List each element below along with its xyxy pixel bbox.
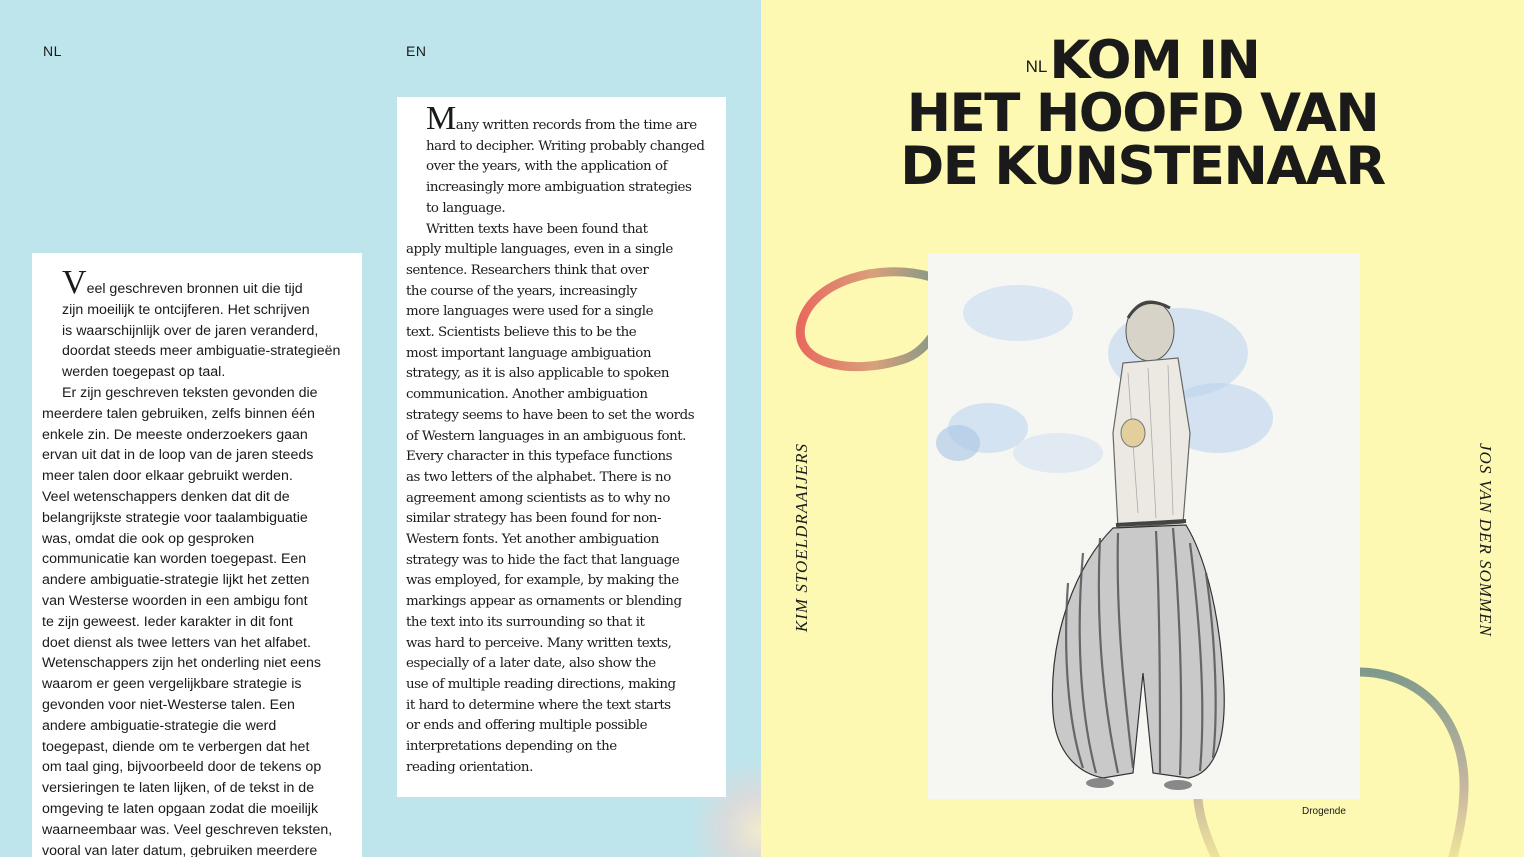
artist-name-right: JOS VAN DER SOMMEN bbox=[1476, 443, 1495, 637]
article-title bbox=[761, 30, 1524, 197]
nl-language-label: NL bbox=[43, 43, 62, 59]
nl-dropcap: V bbox=[62, 264, 87, 301]
en-paragraph-2-indent bbox=[406, 222, 426, 237]
nl-paragraph-2-text: Er zijn geschreven teksten gevonden die meerdere talen gebruiken, zelfs binnen één enkele zin. De meeste onderzoekers gaan ervan uit dat in de loop van de jaren steeds meer talen door elkaar gebruikt werden. Veel wetenschappers denken dat dit de belangrijkste strategie voor taalambiguatie was, omdat die ook op gesproken communicatie kan worden toegepast. Een andere ambiguatie-strategie lijkt het zetten van Westerse woorden in een ambigu font te zijn geweest. Ieder karakter in dit font doet dienst als twee letters van het alfabet. Wetenschappers zijn het onderling niet eens waarom er geen vergelijkbare strategie is gevonden voor niet-Westerse talen. Een andere ambiguatie-strategie die werd toegepast, diende om te verbergen dat het om taal ging, bijvoorbeeld door de tekens op versieringen te laten lijken, of de tekst in de omgeving te laten opgaan zodat die moeilijk waarneembaar was. Veel geschreven teksten, vooral van later datum, gebruiken meerdere bbox=[42, 384, 333, 857]
en-text-box bbox=[397, 97, 726, 797]
en-paragraph-2 bbox=[406, 220, 720, 779]
illustration-caption: Drogende bbox=[1302, 806, 1346, 817]
loop-left-shape bbox=[800, 272, 931, 367]
en-paragraph-2-text: Written texts have been found that apply multiple languages, even in a single sentence. Researchers think that over the course of the years, increasingly more languages were used for a single text. Scientists believe this to be the most important language ambiguation strategy, as it is also applicable to spoken communication. Another ambiguation strategy seems to have been to set the words of Western languages in an ambiguous font. Every character in this typeface functions as two letters of the alphabet. There is no agreement among scientists as to why no similar strategy has been found for non- Western fonts. Yet another ambiguation strategy was to hide the fact that language was employed, for example, by making the markings appear as ornaments or blending the text into its surrounding so that it was hard to perceive. Many written texts, especially of a later date, also show the use of multiple reading directions, making it hard to determine where the text starts or ends and offering multiple possible interpretations depending on the reading orientation. bbox=[406, 221, 695, 775]
title-line-3: DE KUNSTENAAR bbox=[900, 136, 1385, 197]
title-line-1-text: KOM IN bbox=[1049, 30, 1260, 91]
artist-name-left: KIM STOELDRAAIJERS bbox=[792, 443, 811, 633]
pencil-drawing-icon bbox=[928, 253, 1360, 799]
artwork-illustration bbox=[928, 253, 1360, 799]
title-language-label: NL bbox=[1025, 57, 1048, 76]
nl-paragraph-1 bbox=[42, 264, 354, 383]
left-page bbox=[0, 0, 761, 857]
right-page bbox=[761, 0, 1524, 857]
title-line-2: HET HOOFD VAN bbox=[906, 83, 1379, 144]
nl-paragraph-1-text: eel geschreven bronnen uit die tijd zijn moeilijk te ontcijferen. Het schrijven is waarschijnlijk over de jaren veranderd, doordat steeds meer ambiguatie-strategieën werden toegepast op taal. bbox=[62, 281, 341, 381]
title-line-1 bbox=[761, 30, 1524, 91]
en-paragraph-1-text: any written records from the time are hard to decipher. Writing probably changed over the years, with the application of increasingly more ambiguation strategies to language. bbox=[426, 118, 705, 216]
nl-article bbox=[42, 264, 354, 857]
en-paragraph-1 bbox=[406, 100, 720, 220]
en-language-label: EN bbox=[406, 43, 427, 59]
nl-text-box bbox=[32, 253, 362, 857]
nl-paragraph-2-indent bbox=[42, 385, 62, 401]
en-article bbox=[406, 100, 720, 779]
en-dropcap: M bbox=[426, 100, 456, 137]
nl-paragraph-2 bbox=[42, 383, 354, 857]
